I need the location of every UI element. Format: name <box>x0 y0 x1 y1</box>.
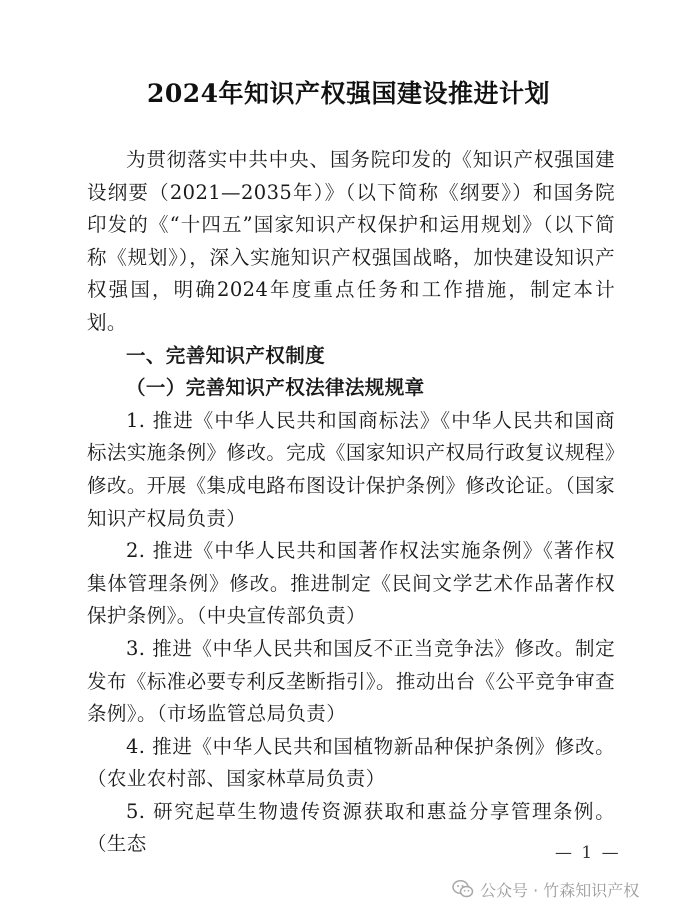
watermark-text: 公众号 · 竹森知识产权 <box>480 880 640 900</box>
list-item: 3. 推进《中华人民共和国反不正当竞争法》修改。制定发布《标准必要专利反垄断指引》。推动出台《公平竞争审查条例》。（市场监管总局负责） <box>87 636 615 726</box>
section-heading: 一、完善知识产权制度 <box>126 343 326 367</box>
wechat-icon <box>452 879 474 899</box>
document-title: 2024年知识产权强国建设推进计划 <box>146 79 551 108</box>
list-item: 4. 推进《中华人民共和国植物新品种保护条例》修改。（农业农村部、国家林草局负责） <box>87 734 615 791</box>
list-item: 2. 推进《中华人民共和国著作权法实施条例》《著作权集体管理条例》修改。推进制定《民间文学艺术作品著作权保护条例》。（中央宣传部负责） <box>87 539 615 628</box>
subsection-heading: （一）完善知识产权法律法规规章 <box>126 376 425 400</box>
list-item: 5. 研究起草生物遗传资源获取和惠益分享管理条例。（生态 <box>87 799 615 856</box>
watermark <box>452 876 639 902</box>
document-body <box>87 144 615 861</box>
page-number: — 1 — <box>555 843 621 863</box>
list-item: 1. 推进《中华人民共和国商标法》《中华人民共和国商标法实施条例》修改。完成《国家知识产权局行政复议规程》修改。开展《集成电路布图设计保护条例》修改论证。（国家知识产权局负责） <box>87 408 615 530</box>
intro-paragraph: 为贯彻落实中共中央、国务院印发的《知识产权强国建设纲要（2021—2035年）》（以下简称《纲要》）和国务院印发的《“十四五”国家知识产权保护和运用规划》（以下简称《规划》），深入实施知识产权强国战略，加快建设知识产权强国，明确2024年度重点任务和工作措施，制定本计划。 <box>87 148 615 334</box>
